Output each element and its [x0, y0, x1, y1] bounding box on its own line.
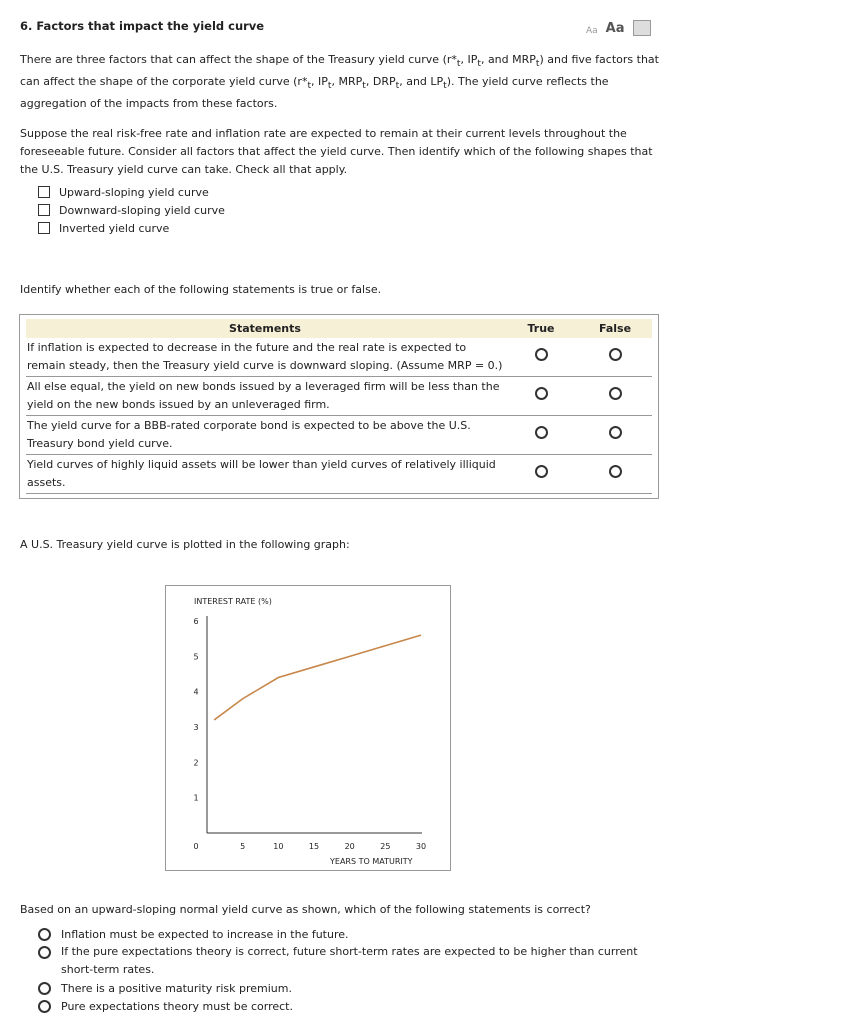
y-tick-label: 4	[193, 687, 199, 697]
q1-prompt: Suppose the real risk-free rate and inflation rate are expected to remain at their current levels throughout the foreseeable future. Consider all factors that affect the yield curve. Then identify which of the following shapes that the U.S. Treasury yield curve can take. Check all that apply.	[20, 127, 653, 176]
decrease-font-button[interactable]: Aa	[586, 26, 598, 36]
table-row: Yield curves of highly liquid assets will be lower than yield curves of relatively illiquid assets.	[26, 455, 652, 494]
x-tick-label: 5	[240, 842, 246, 851]
true-radio[interactable]	[535, 348, 548, 361]
intro-text: There are three factors that can affect the shape of the Treasury yield curve ($r*_t$, $IP_t$, and $MRP_t$) and five factors that can affect the shape of the corporate yield curve ($r*_t$, $IP_t$, $MRP_t$, $DRP_t$, and $LP_t$). The yield curve reflects the aggregation of the impacts from these factors.	[20, 53, 659, 111]
radio-option[interactable]: Pure expectations theory must be correct.	[38, 997, 638, 1015]
x-axis-label: YEARS TO MATURITY	[330, 857, 413, 866]
radio-option[interactable]: There is a positive maturity risk premium.	[38, 979, 638, 997]
increase-font-button[interactable]: Aa	[605, 21, 625, 36]
toolbar	[586, 20, 651, 36]
true-false-table: Statements True False If inflation is expected to decrease in the future and the real rate is expected to remain steady, then the Treasury yield curve is downward sloping. (Assume MRP = 0.) All else equal, the yield on new bonds issued by a leveraged firm will be less than the yield on the new bonds issued by an unleveraged firm. The yield curve for a BBB-rated corporate bond is expected to be above the U.S. Treasury bond yield curve. Yield curves of highly liquid assets will be lower than yield curves of relatively illiquid assets.	[19, 314, 659, 499]
radio-option[interactable]: If the pure expectations theory is correct, future short-term rates are expected to be higher than current short-term rates.	[38, 943, 638, 979]
x-tick-label: 10	[273, 842, 284, 851]
x-tick-label: 30	[415, 842, 427, 851]
question-title: 6. Factors that impact the yield curve	[20, 19, 265, 33]
checkbox-inverted[interactable]: Inverted yield curve	[38, 219, 660, 237]
q2-prompt: Identify whether each of the following statements is true or false.	[20, 283, 382, 296]
radio[interactable]	[38, 982, 51, 995]
checkbox[interactable]	[38, 222, 50, 234]
y-tick-label: 2	[193, 758, 199, 768]
checkbox-downward[interactable]: Downward-sloping yield curve	[38, 201, 660, 219]
false-radio[interactable]	[609, 465, 622, 478]
y-axis-label: INTEREST RATE (%)	[194, 597, 272, 606]
printer-icon[interactable]	[633, 20, 651, 36]
checkbox[interactable]	[38, 204, 50, 216]
series-line	[214, 635, 421, 720]
checkbox[interactable]	[38, 186, 50, 198]
graph-intro: A U.S. Treasury yield curve is plotted in the following graph:	[20, 538, 350, 551]
radio-option[interactable]: Inflation must be expected to increase in the future.	[38, 925, 638, 943]
radio[interactable]	[38, 928, 51, 941]
true-radio[interactable]	[535, 426, 548, 439]
y-tick-label: 3	[193, 723, 199, 732]
true-radio[interactable]	[535, 465, 548, 478]
false-radio[interactable]	[609, 387, 622, 400]
table-row: All else equal, the yield on new bonds issued by a leveraged firm will be less than the yield on the new bonds issued by an unleveraged firm.	[26, 377, 652, 416]
q3-prompt: Based on an upward-sloping normal yield curve as shown, which of the following statements is correct?	[20, 903, 591, 916]
radio[interactable]	[38, 1000, 51, 1013]
false-radio[interactable]	[609, 426, 622, 439]
table-row: The yield curve for a BBB-rated corporate bond is expected to be above the U.S. Treasury bond yield curve.	[26, 416, 652, 455]
y-tick-label: 6	[193, 617, 199, 626]
x-tick-label: 0	[193, 842, 199, 851]
false-radio[interactable]	[609, 348, 622, 361]
x-tick-label: 25	[380, 842, 391, 851]
x-tick-label: 15	[308, 842, 320, 851]
table-row: If inflation is expected to decrease in the future and the real rate is expected to remain steady, then the Treasury yield curve is downward sloping. (Assume MRP = 0.)	[26, 338, 652, 377]
y-tick-label: 1	[193, 793, 199, 803]
radio[interactable]	[38, 946, 51, 959]
checkbox-upward[interactable]: Upward-sloping yield curve	[38, 183, 660, 201]
chart-svg	[166, 586, 450, 870]
y-tick-label: 5	[193, 652, 199, 662]
true-radio[interactable]	[535, 387, 548, 400]
x-tick-label: 20	[344, 842, 355, 851]
yield-curve-chart	[165, 585, 451, 871]
